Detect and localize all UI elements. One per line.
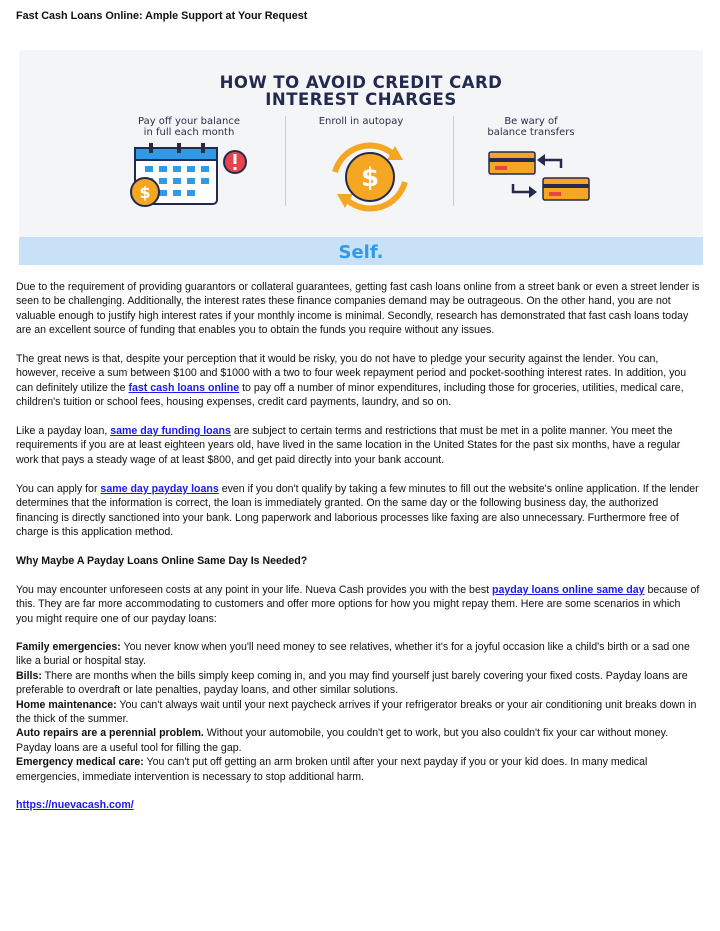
same-day-payday-loans-link[interactable]: same day payday loans <box>100 483 219 495</box>
list-item: Bills: There are months when the bills simply keep coming in, and you may find yourself just barely covering your fixed costs. Payday loans are preferable to overdraft or late penalties, payday loans, and other similar solutions. <box>16 669 688 697</box>
paragraph: The great news is that, despite your perception that it would be risky, you do not have to pledge your security against the lender. You can, however, receive a sum between $100 and $1000 with a two to four week repayment period and pocket-soothing interest rates. In addition, you can definitely utilize the fast cash loans online to pay off a number of minor expenditures, including those for groceries, utilities, medical care, children's tuition or school fees, housing expenses, credit card payments, laundry, and so on. <box>16 353 687 409</box>
list-item: Emergency medical care: You can't put off getting an arm broken until after your next payday if you or your kid does. In many medical emergencies, immediate intervention is necessary to stop additional harm. <box>16 756 648 783</box>
infographic-divider <box>285 116 286 206</box>
list-item: Home maintenance: You can't always wait until your next paycheck arrives if your refrigerator breaks or your air conditioning unit breaks down in the thick of the summer. <box>16 698 697 726</box>
list-item: Family emergencies: You never know when you'll need money to see relatives, whether it's for a joyful occasion like a child's birth or a sad one like a burial or hospital stay. <box>16 641 690 668</box>
paragraph: Like a payday loan, same day funding loans are subject to certain terms and restrictions that must be met in a polite manner. You meet the requirements if you are at least eighteen years old, have lived in the same location in the United States for the past six months, have a regular work that pays a steady wage of at least $800, and get paid directly into your bank account. <box>16 425 681 466</box>
same-day-funding-loans-link[interactable]: same day funding loans <box>110 425 231 437</box>
paragraph: You may encounter unforeseen costs at any point in your life. Nueva Cash provides you with the best payday loans online same day because of this. They are far more accommodating to customers and offer more options for how you might repay them. Here are some scenarios in which you might require one of our payday loans: <box>16 584 700 625</box>
footer-link-line <box>16 798 700 812</box>
calendar-coin-icon <box>119 142 259 212</box>
svg-text:$: $ <box>360 163 380 193</box>
nuevacash-url-link[interactable]: https://nuevacash.com/ <box>16 799 134 811</box>
infographic-col2-label: Enroll in autopay <box>318 116 404 127</box>
payday-loans-online-same-day-link[interactable]: payday loans online same day <box>492 584 645 596</box>
infographic-heading: HOW TO AVOID CREDIT CARD INTEREST CHARGES <box>219 73 503 109</box>
svg-text:$: $ <box>139 183 151 202</box>
brand-logo: Self. <box>338 241 384 263</box>
list-item: Auto repairs are a perennial problem. Without your automobile, you couldn't get to work, but you also couldn't fix your car without money. Payday loans are a useful tool for filling the gap. <box>16 727 669 754</box>
balance-transfer-cards-icon <box>487 148 597 204</box>
paragraph: Due to the requirement of providing guarantors or collateral guarantees, getting fast cash loans online from a street bank or even a street lender is seen to be challenging. Additionally, the interest rates these finance companies demand may be outrageous. On the other hand, you are not valuable enough to justify high interest rates if your monthly income is minimal. Secondly, research has demonstrated that fast cash loans today are an excellent source of funding that enables you to obtain the funds you require without any issues. <box>16 281 700 337</box>
infographic-col1-label: Pay off your balance in full each month <box>137 116 241 138</box>
infographic-image <box>19 50 703 265</box>
fast-cash-loans-link[interactable]: fast cash loans online <box>128 381 240 394</box>
paragraph: You can apply for same day payday loans even if you don't qualify by taking a few minutes to fill out the website's online application. If the lender determines that the information is correct, the loan is immediately granted. On the same day or the following business day, the authorized financing is directly sanctioned into your bank. Long paperwork and laborious processes like faxing are also unnecessary. Furthermore free of charge is this application method. <box>16 483 699 539</box>
page-title: Fast Cash Loans Online: Ample Support at Your Request <box>16 10 308 22</box>
infographic-col3-label: Be wary of balance transfers <box>487 116 575 138</box>
section-heading: Why Maybe A Payday Loans Online Same Day Is Needed? <box>16 555 308 567</box>
autopay-dollar-icon <box>315 142 425 212</box>
scenario-list <box>16 640 700 784</box>
